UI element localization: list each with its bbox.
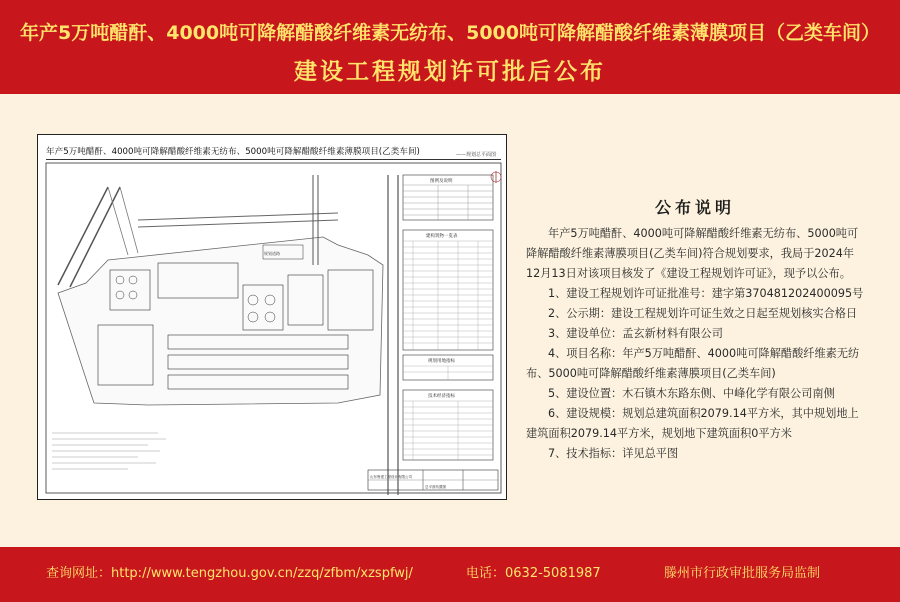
plan-subtitle: ——规划总平面图 [456, 152, 497, 158]
notice-item-1: 1、建设工程规划许可证批准号：建字第370481202400095号 [548, 287, 864, 300]
svg-text:规划用地指标: 规划用地指标 [428, 359, 455, 364]
notice-item-2: 2、公示期：建设工程规划许可证生效之日起至规划核实合格日 [548, 307, 858, 320]
plan-title: 年产5万吨醋酐、4000吨可降解醋酸纤维素无纺布、5000吨可降解醋酸纤维素薄膜项目(乙类车间) [46, 147, 420, 157]
site-plan-drawing [37, 134, 507, 500]
header-banner [0, 0, 900, 94]
title-line-1: 年产5万吨醋酐、4000吨可降解醋酸纤维素无纺布、5000吨可降解醋酸纤维素薄膜项目（乙类车间） [20, 22, 880, 44]
svg-text:山东鲁建工程设计有限公司: 山东鲁建工程设计有限公司 [370, 475, 412, 479]
phone-number: 电话：0632-5081987 [466, 566, 601, 581]
svg-text:技术经济指标: 技术经济指标 [428, 394, 455, 399]
svg-text:规划道路: 规划道路 [264, 251, 280, 256]
notice-item-4: 4、项目名称：年产5万吨醋酐、4000吨可降解醋酸纤维素无纺布、5000吨可降解醋酸纤维素薄膜项目(乙类车间) [526, 347, 860, 380]
query-url[interactable]: 查询网址：http://www.tengzhou.gov.cn/zzq/zfbm/xzspfwj/ [46, 566, 413, 581]
supervisor-label: 滕州市行政审批服务局监制 [664, 566, 821, 581]
notice-panel [526, 195, 864, 464]
notice-item-5: 5、建设位置：木石镇木东路东侧、中峰化学有限公司南侧 [548, 387, 835, 400]
title-line-2: 建设工程规划许可批后公布 [294, 59, 606, 85]
notice-item-6: 6、建设规模：规划总建筑面积2079.14平方米，其中规划地上建筑面积2079.14平方米，规划地下建筑面积0平方米 [526, 407, 859, 440]
svg-text:图例及说明: 图例及说明 [430, 179, 453, 184]
notice-item-7: 7、技术指标：详见总平图 [548, 447, 679, 460]
notice-intro: 年产5万吨醋酐、4000吨可降解醋酸纤维素无纺布、5000吨可降解醋酸纤维素薄膜项目(乙类车间)符合规划要求，我局于2024年12月13日对该项目核发了《建设工程规划许可证》，现予以公布。 [526, 227, 859, 280]
svg-text:总平面布置图: 总平面布置图 [425, 485, 446, 489]
notice-title: 公布说明 [654, 198, 735, 217]
footer-banner [0, 547, 900, 602]
plan-drawing-svg [38, 135, 507, 500]
svg-text:建构筑物一览表: 建构筑物一览表 [426, 234, 458, 239]
notice-item-3: 3、建设单位：孟玄新材料有限公司 [548, 327, 723, 340]
